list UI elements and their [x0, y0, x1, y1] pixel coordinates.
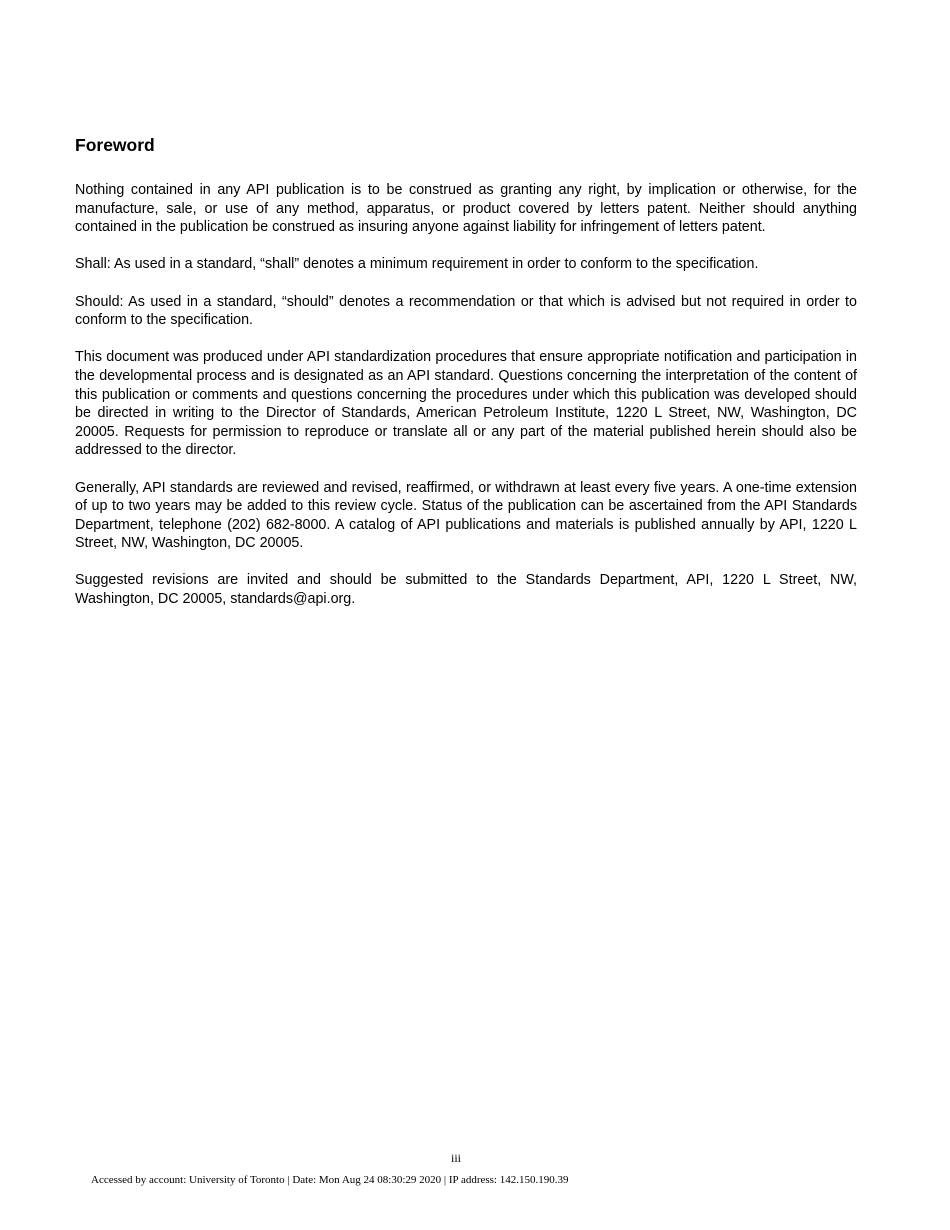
paragraph-suggested-revisions: Suggested revisions are invited and should be submitted to the Standards Department, API, 1220 L Street, NW, Washington, DC 20005, standards@api.org. [75, 572, 857, 608]
paragraph-shall-definition: Shall: As used in a standard, “shall” denotes a minimum requirement in order to conform to the specification. [75, 256, 759, 273]
page-number: iii [450, 1151, 461, 1165]
access-watermark-line: Accessed by account: University of Toronto | Date: Mon Aug 24 08:30:29 2020 | IP address: 142.150.190.39 [91, 1174, 569, 1186]
foreword-section [75, 134, 857, 627]
paragraph-should-definition: Should: As used in a standard, “should” denotes a recommendation or that which is advised but not required in order to conform to the specification. [75, 293, 857, 329]
paragraph-patent-disclaimer: Nothing contained in any API publication is to be construed as granting any right, by implication or otherwise, for the manufacture, sale, or use of any method, apparatus, or product covered by letters patent. Neither should anything contained in the publication be construed as insuring anyone against liability for infringement of letters patent. [75, 182, 857, 236]
paragraph-review-cycle: Generally, API standards are reviewed and revised, reaffirmed, or withdrawn at least every five years. A one-time extension of up to two years may be added to this review cycle. Status of the publication can be ascertained from the API Standards Department, telephone (202) 682-8000. A catalog of API publications and materials is published annually by API, 1220 L Street, NW, Washington, DC 20005. [75, 479, 857, 552]
page-title: Foreword [75, 135, 155, 155]
paragraph-standardization-procedures: This document was produced under API standardization procedures that ensure appropriate notification and participation in the developmental process and is designated as an API standard. Questions concerning the interpretation of the content of this publication or comments and questions concerning the procedures under which this publication was developed should be directed in writing to the Director of Standards, American Petroleum Institute, 1220 L Street, NW, Washington, DC 20005. Requests for permission to reproduce or translate all or any part of the material published herein should also be addressed to the director. [75, 349, 857, 459]
